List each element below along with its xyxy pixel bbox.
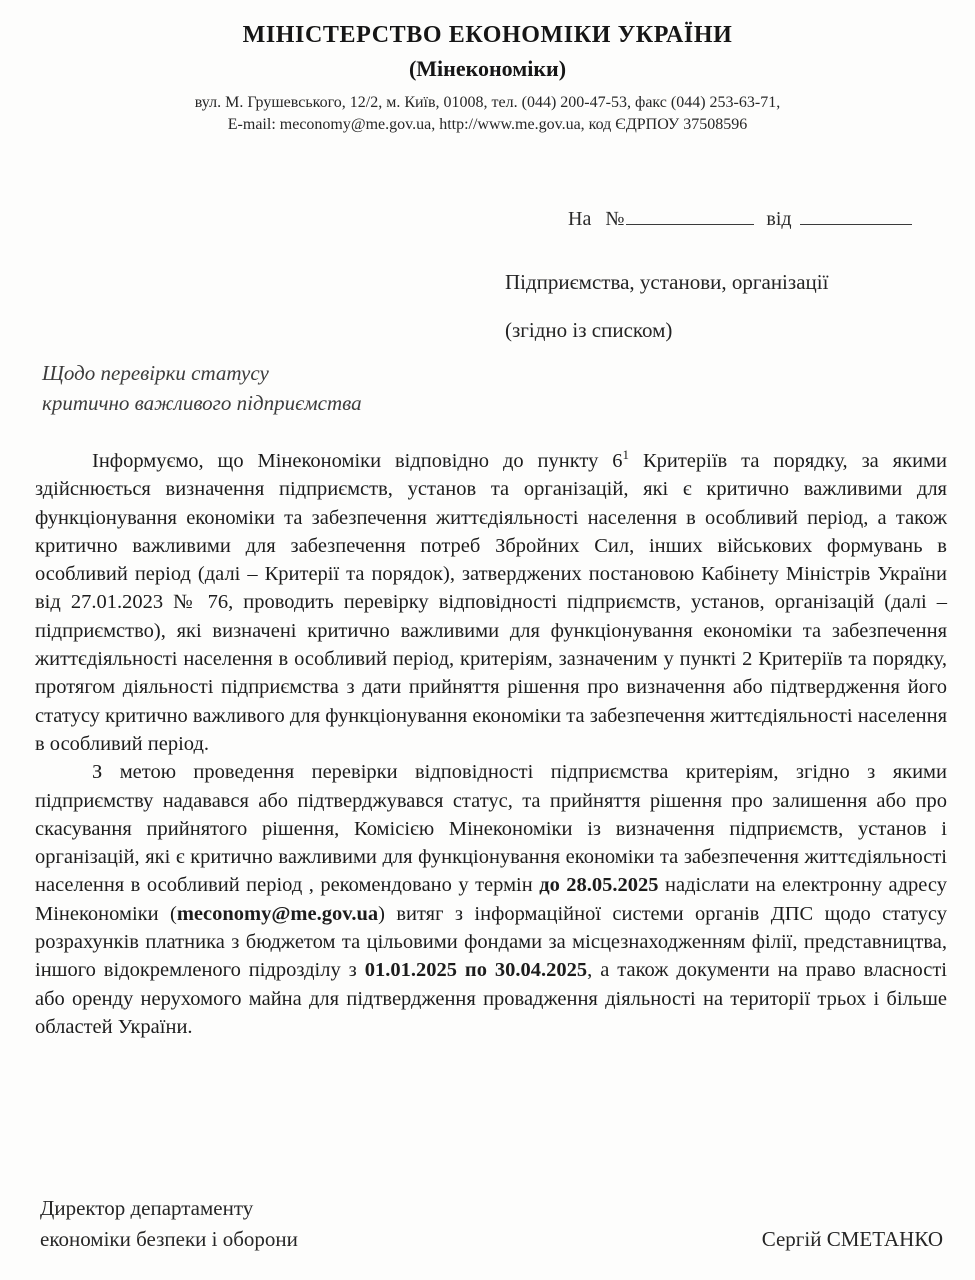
- p2-text-3: ) витяг з інформаційної системи органів ДПС щодо статусу розрахунків платника з бюджетом та цільовими фондами за місцезнаходженням філії, представництва, іншого відокремленого підрозділу з: [35, 902, 948, 982]
- recipient-line-1: Підприємства, установи, організації: [505, 270, 829, 294]
- subject-block: [42, 358, 362, 418]
- number-sign: №: [605, 208, 625, 230]
- body-paragraph-1: [35, 447, 947, 758]
- signer-name: Сергій СМЕТАНКО: [761, 1227, 943, 1251]
- letterhead: [0, 22, 975, 136]
- na-label: На: [568, 208, 592, 230]
- recipient-line-2: (згідно із списком): [505, 318, 673, 342]
- p2-text-4: , а також документи на право власності або оренду нерухомого майна для підтвердження провадження діяльності на території трьох і більше областей України.: [35, 959, 948, 1038]
- reference-line: [568, 206, 912, 231]
- subject-line-2: критично важливого підприємства: [42, 391, 362, 415]
- p2-text-2: надіслати на електронну адресу Мінекономіки (: [35, 874, 947, 925]
- p1-text-post: Критеріїв та порядку, за якими здійснюється визначення підприємств, установ та організацій, які є критично важливими для функціонування економіки та забезпечення життєдіяльності населення в особливий період, а також критично важливими для забезпечення потреб Збройних Сил, інших військових формувань в особливий період (далі – Критерії та порядок), затверджених постановою Кабінету Міністрів України від 27.01.2023 № 76, проводить перевірку відповідності підприємств, установ, організацій (далі – підприємство), які визначені критично важливими для функціонування економіки та забезпечення життєдіяльності населення в особливий період, критеріям, зазначеним у пункті 2 Критеріїв та порядку, протягом діяльності підприємства з дати прийняття рішення про визначення або підтвердження його статусу критично важливого для функціонування економіки та забезпечення життєдіяльності населення в особливий період.: [35, 450, 947, 755]
- address-line-1: вул. М. Грушевського, 12/2, м. Київ, 01008, тел. (044) 200-47-53, факс (044) 253-63-71,: [194, 94, 781, 111]
- p2-text-1: З метою проведення перевірки відповідності підприємства критеріям, згідно з якими підприємству надавався або підтверджувався статус, та прийняття рішення про залишення або про скасування прийнятого рішення, Комісією Мінекономіки із визначення підприємств, установ і організацій, які є критично важливими для функціонування економіки та забезпечення життєдіяльності населення в особливий період , рекомендовано у термін: [35, 761, 947, 897]
- recipient-block: [505, 258, 828, 354]
- subject-line-1: Щодо перевірки статусу: [42, 361, 269, 385]
- vid-label: від: [766, 208, 792, 230]
- ministry-title: МІНІСТЕРСТВО ЕКОНОМІКИ УКРАЇНИ: [242, 22, 733, 48]
- body-paragraph-2: [35, 758, 947, 1041]
- address-line-2: E-mail: meconomy@me.gov.ua, http://www.me.gov.ua, код ЄДРПОУ 37508596: [227, 116, 748, 133]
- signer-position-line-2: економіки безпеки і оборони: [40, 1227, 298, 1251]
- ministry-subtitle: (Мінекономіки): [408, 56, 567, 81]
- signer-position-line-1: Директор департаменту: [40, 1196, 254, 1220]
- footnote-superscript: 1: [622, 447, 630, 463]
- signature-block: [40, 1193, 943, 1255]
- period-dates-bold: 01.01.2025 по 30.04.2025: [364, 959, 588, 982]
- email-bold: meconomy@me.gov.ua: [176, 902, 379, 925]
- date-blank-line: [800, 206, 912, 225]
- letterhead-address: [0, 92, 975, 136]
- number-blank-line: [626, 206, 754, 225]
- p1-text-pre: Інформуємо, що Мінекономіки відповідно до пункту 6: [92, 450, 623, 472]
- letter-body: [35, 447, 947, 1041]
- deadline-date-bold: до 28.05.2025: [539, 874, 659, 897]
